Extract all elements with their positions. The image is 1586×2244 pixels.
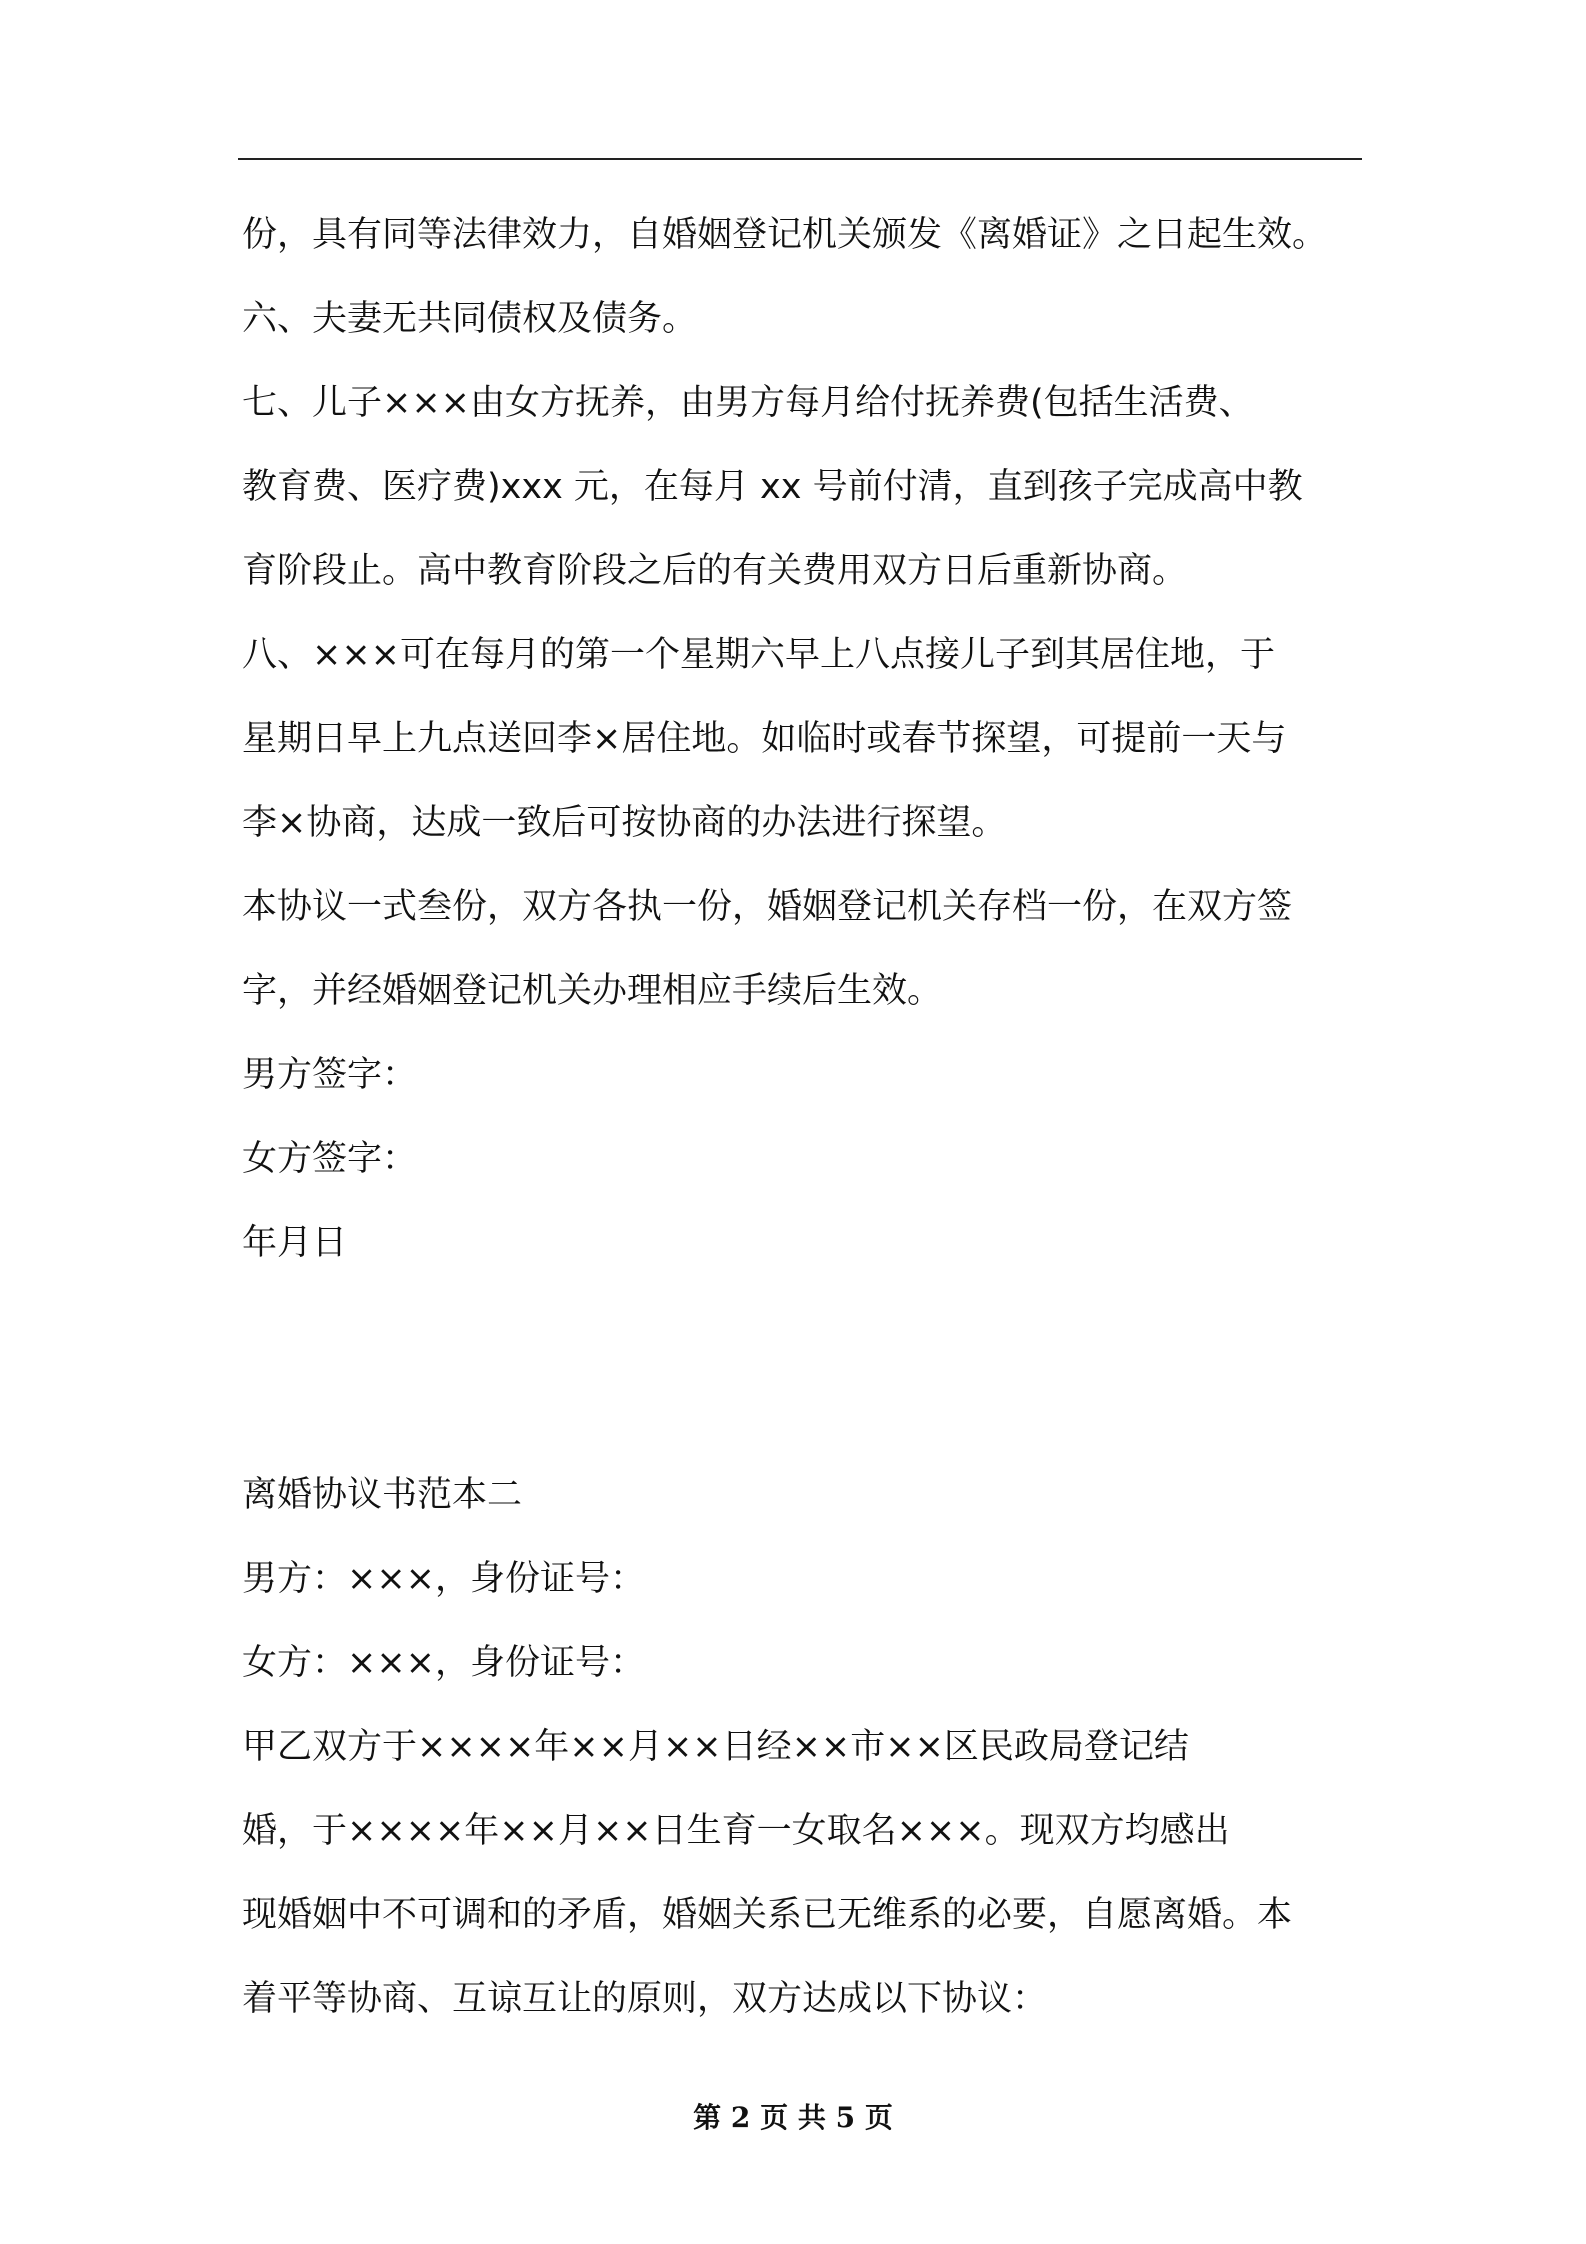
header-rule — [238, 158, 1362, 160]
paragraph-line: 李×协商，达成一致后可按协商的办法进行探望。 — [242, 803, 1007, 843]
paragraph-line: 教育费、医疗费)xxx 元，在每月 xx 号前付清，直到孩子完成高中教 — [242, 467, 1303, 507]
paragraph-line: 星期日早上九点送回李×居住地。如临时或春节探望，可提前一天与 — [242, 719, 1287, 759]
paragraph-line: 男方：×××，身份证号： — [242, 1559, 645, 1599]
female-signature-label: 女方签字： — [242, 1139, 418, 1179]
paragraph-line: 女方：×××，身份证号： — [242, 1643, 645, 1683]
paragraph-line: 着平等协商、互谅互让的原则，双方达成以下协议： — [242, 1979, 1048, 2019]
paragraph-line: 婚，于××××年××月××日生育一女取名×××。现双方均感出 — [242, 1811, 1230, 1851]
paragraph-line: 甲乙双方于××××年××月××日经××市××区民政局登记结 — [242, 1727, 1189, 1767]
page-number-label: 第 2 页 共 5 页 — [693, 2101, 893, 2134]
date-label: 年月日 — [242, 1223, 348, 1263]
page-footer — [0, 2098, 1586, 2138]
paragraph-line: 份，具有同等法律效力，自婚姻登记机关颁发《离婚证》之日起生效。 — [242, 215, 1328, 255]
section-gap — [242, 1285, 1362, 1453]
section-title: 离婚协议书范本二 — [242, 1475, 523, 1515]
paragraph-line: 育阶段止。高中教育阶段之后的有关费用双方日后重新协商。 — [242, 551, 1188, 591]
paragraph-line: 字，并经婚姻登记机关办理相应手续后生效。 — [242, 971, 943, 1011]
paragraph-line: 六、夫妻无共同债权及债务。 — [242, 299, 698, 339]
male-signature-label: 男方签字： — [242, 1055, 418, 1095]
paragraph-line: 本协议一式叁份，双方各执一份，婚姻登记机关存档一份，在双方签 — [242, 887, 1293, 927]
document-body — [242, 193, 1362, 2041]
paragraph-line: 现婚姻中不可调和的矛盾，婚姻关系已无维系的必要，自愿离婚。本 — [242, 1895, 1293, 1935]
paragraph-line: 八、×××可在每月的第一个星期六早上八点接儿子到其居住地，于 — [242, 635, 1275, 675]
paragraph-line: 七、儿子×××由女方抚养，由男方每月给付抚养费(包括生活费、 — [242, 383, 1254, 423]
